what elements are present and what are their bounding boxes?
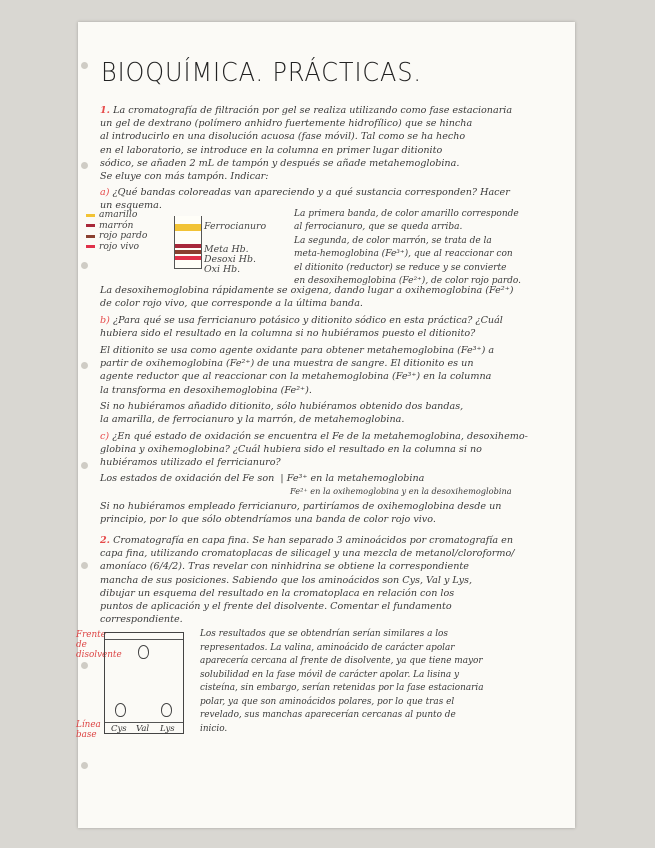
- maroon-swatch: [86, 224, 95, 227]
- hole-icon: [81, 462, 88, 469]
- page-title: BIOQUÍMICA. PRÁCTICAS.: [101, 58, 422, 88]
- solvent-front-label: Frente de disolvente: [76, 630, 122, 660]
- answer-b-2: [100, 400, 463, 426]
- column-diagram: [174, 216, 202, 269]
- binding-holes: [78, 22, 92, 828]
- band-ferrocyanide: [175, 224, 201, 231]
- text-line: al introducirlo en una disolución acuosa (fase móvil). Tal como se ha hecho: [100, 131, 466, 143]
- band-label: Meta Hb.: [204, 244, 249, 255]
- lane-label: Lys: [160, 724, 175, 734]
- text-line: correspondiente.: [100, 614, 183, 626]
- question-letter: b): [100, 315, 110, 326]
- hole-icon: [81, 662, 88, 669]
- text-line: un esquema.: [100, 200, 162, 212]
- lane-label: Cys: [111, 724, 127, 734]
- text-line: al ferrocianuro, que se queda arriba.: [294, 222, 463, 233]
- question-letter: a): [100, 187, 110, 198]
- hole-icon: [81, 762, 88, 769]
- text-line: en desoxihemoglobina (Fe²⁺), de color rojo pardo.: [294, 276, 522, 287]
- notebook-page: [78, 22, 575, 828]
- yellow-swatch: [86, 214, 95, 217]
- solvent-front-line: [105, 639, 183, 640]
- answer-c: Los estados de oxidación del Fe son | Fe³⁺ en la metahemoglobina Fe²⁺ en la oxihemoglobina y en la desoxihemoglobina: [100, 472, 512, 498]
- red-swatch: [86, 245, 95, 248]
- text-line: polar, ya que son aminoácidos polares, por lo que tras el: [200, 696, 455, 707]
- band-label: Ferrocianuro: [204, 221, 267, 232]
- text-line: mancha de sus posiciones. Sabiendo que los aminoácidos son Cys, Val y Lys,: [100, 574, 473, 586]
- text-line: Fe³⁺ en la metahemoglobina: [286, 473, 425, 484]
- text-line: un gel de dextrano (polímero anhidro fuertemente hidrofílico) que se hincha: [100, 118, 473, 130]
- hole-icon: [81, 562, 88, 569]
- lane-label: Val: [136, 724, 150, 734]
- text-line: ¿En qué estado de oxidación se encuentra el Fe de la metahemoglobina, desoxihemo-: [112, 431, 528, 442]
- band-desoxi-hb: [175, 250, 201, 254]
- tlc-plate-diagram: [104, 632, 184, 734]
- text-line: La desoxihemoglobina rápidamente se oxigena, dando lugar a oxihemoglobina (Fe²⁺): [100, 285, 514, 296]
- hole-icon: [81, 62, 88, 69]
- text-line: Cromatografía en capa fina. Se han separado 3 aminoácidos por cromatografía en: [113, 535, 514, 546]
- text-line: La segunda, de color marrón, se trata de la: [294, 235, 492, 246]
- text-line: Fe²⁺ en la oxihemoglobina y en la desoxihemoglobina: [290, 486, 512, 497]
- hole-icon: [81, 162, 88, 169]
- text-line: Si no hubiéramos añadido ditionito, sólo hubiéramos obtenido dos bandas,: [100, 401, 464, 412]
- text-line: de color rojo vivo, que corresponde a la última banda.: [100, 298, 363, 310]
- band-meta-hb: [175, 244, 201, 248]
- text-line: amoníaco (6/4/2). Tras revelar con ninhidrina se obtiene la correspondiente: [100, 561, 469, 573]
- answer-a-2: [100, 284, 514, 310]
- text-line: capa fina, utilizando cromatoplacas de silicagel y una mezcla de metanol/cloroformo/: [100, 548, 515, 560]
- hole-icon: [81, 362, 88, 369]
- text-line: revelado, sus manchas aparecerían cercanas al punto de: [200, 710, 456, 720]
- cys-spot: [115, 703, 126, 717]
- text-line: Si no hubiéramos empleado ferricianuro, partiríamos de oxihemoglobina desde un: [100, 501, 502, 512]
- question-1b: [100, 314, 503, 340]
- hole-icon: [81, 262, 88, 269]
- text-line: el ditionito (reductor) se reduce y se convierte: [294, 262, 507, 273]
- legend-label: amarillo: [99, 209, 138, 220]
- color-legend: [86, 210, 147, 252]
- text-line: en el laboratorio, se introduce en la columna en primer lugar ditionito: [100, 144, 443, 156]
- text-line: ¿Qué bandas coloreadas van apareciendo y a qué sustancia corresponden? Hacer: [112, 187, 510, 198]
- text-line: la transforma en desoxihemoglobina (Fe²⁺).: [100, 384, 312, 396]
- text-line: sódico, se añaden 2 mL de tampón y después se añade metahemoglobina.: [100, 157, 460, 169]
- text-line: La primera banda, de color amarillo corresponde: [294, 209, 519, 219]
- question-letter: c): [100, 431, 110, 442]
- text-line: cisteína, sin embargo, serían retenidas por la fase estacionaria: [200, 683, 484, 693]
- brown-swatch: [86, 235, 95, 238]
- answer-b: [100, 344, 494, 397]
- text-line: globina y oxihemoglobina? ¿Cuál hubiera sido el resultado en la columna si no: [100, 444, 482, 456]
- answer-c-2: [100, 500, 501, 526]
- text-line: Los resultados que se obtendrían serían similares a los: [200, 629, 448, 639]
- text-line: Se eluye con más tampón. Indicar:: [100, 171, 269, 183]
- text-line: puntos de aplicación y el frente del disolvente. Comentar el fundamento: [100, 601, 452, 613]
- question-1: [100, 104, 512, 183]
- question-number: 1.: [100, 105, 111, 116]
- text-line: representados. La valina, aminoácido de carácter apolar: [200, 642, 455, 653]
- question-number: 2.: [100, 535, 111, 546]
- text-line: hubiera sido el resultado en la columna si no hubiéramos puesto el ditionito?: [100, 328, 476, 340]
- text-line: inicio.: [200, 723, 228, 734]
- band-label: Oxi Hb.: [204, 264, 241, 275]
- text-line: solubilidad en la fase móvil de carácter apolar. La lisina y: [200, 669, 460, 680]
- legend-label: rojo pardo: [99, 230, 148, 241]
- band-oxi-hb: [175, 256, 201, 260]
- text-line: ¿Para qué se usa ferricianuro potásico y ditionito sódico en esta práctica? ¿Cuál: [112, 315, 503, 326]
- text-line: meta-hemoglobina (Fe³⁺), que al reaccionar con: [294, 249, 513, 260]
- lys-spot: [161, 703, 172, 717]
- question-1c: [100, 430, 528, 470]
- baseline-line: [105, 722, 183, 723]
- text-line: agente reductor que al reaccionar con la metahemoglobina (Fe³⁺) en la columna: [100, 371, 492, 383]
- text-line: Los estados de oxidación del Fe son: [100, 473, 275, 484]
- text-line: la amarilla, de ferrocianuro y la marrón, de metahemoglobina.: [100, 414, 405, 426]
- text-line: La cromatografía de filtración por gel se realiza utilizando como fase estacionaria: [113, 105, 513, 116]
- text-line: partir de oxihemoglobina (Fe²⁺) de una muestra de sangre. El ditionito es un: [100, 358, 474, 370]
- val-spot: [138, 645, 149, 659]
- legend-label: marrón: [99, 219, 134, 231]
- text-line: principio, por lo que sólo obtendríamos una banda de color rojo vivo.: [100, 514, 436, 526]
- text-line: El ditionito se usa como agente oxidante para obtener metahemoglobina (Fe³⁺) a: [100, 345, 495, 356]
- band-label: Desoxi Hb.: [204, 254, 256, 265]
- text-line: dibujar un esquema del resultado en la cromatoplaca en relación con los: [100, 587, 455, 599]
- answer-a: [294, 208, 521, 288]
- question-2: [100, 534, 514, 626]
- legend-label: rojo vivo: [99, 240, 140, 252]
- text-line: aparecería cercana al frente de disolvente, ya que tiene mayor: [200, 656, 483, 666]
- text-line: hubiéramos utilizado el ferricianuro?: [100, 457, 281, 469]
- baseline-label: Línea base: [76, 720, 101, 740]
- answer-2: [200, 628, 484, 736]
